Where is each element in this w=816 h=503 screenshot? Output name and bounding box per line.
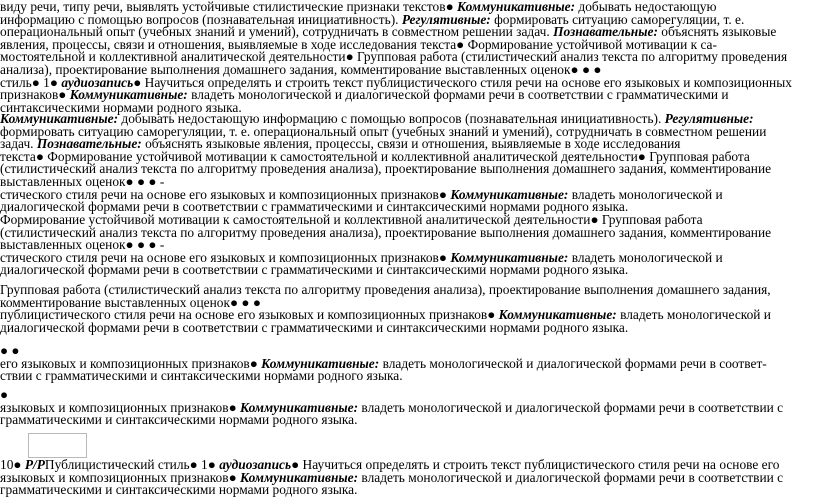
text-run: Групповая работа (стилистический анализ текста по алгоритму проведения анализа), проектирование выполнения домашнего задания, (0, 282, 771, 297)
text-run: признаков● (0, 87, 70, 103)
bold-label: Регулятивные: (401, 11, 491, 27)
text-run: владеть монологической и диалогической формами речи в соответствии с (358, 469, 784, 485)
text-run: диалогической формами речи в соответствии с грамматическими и синтаксическими нормами родного языка. (0, 262, 629, 278)
text-run: мостоятельной и коллективной аналитической деятельности● Групповая работа (стилистический анализ текста по алгоритму проведения (0, 49, 788, 65)
text-run: операциональный опыт (учебных знаний и умений), сотрудничать в совместном решении задач. (0, 24, 554, 40)
text-run: информацию с помощью вопросов (познавательная инициативность). (0, 11, 402, 27)
text-run: выставленных оценок● ● ● - (0, 173, 165, 189)
text-run: ● (0, 387, 9, 402)
paragraph-1 (0, 1, 812, 114)
text-run: добывать недостающую информацию с помощью вопросов (познавательная инициативность). (118, 111, 665, 126)
text-run: грамматическими и синтаксическими нормами родного языка. (0, 482, 358, 498)
text-run: явления, процессы, связи и отношения, выявляемые в ходе исследования текста● Формирование устойчивой мотивации к са- (0, 36, 717, 52)
paragraph-5 (0, 345, 812, 383)
bold-label: Коммуникативные: (450, 186, 569, 202)
bold-label: аудиозапись (61, 74, 134, 90)
text-run: его языковых и композиционных признаков● (0, 355, 262, 371)
text-run: ствии с грамматическими и синтаксическими нормами родного языка. (0, 368, 403, 384)
text-run: текста● Формирование устойчивой мотивации к самостоятельной и коллективной аналитической деятельности● Групповая работа (0, 148, 750, 164)
bold-label: Коммуникативные: (240, 399, 359, 415)
text-run: задач. (0, 136, 37, 152)
text-run: ● Научиться определять и строить текст публицистического стиля речи на основе его языковых и композиционных (133, 74, 792, 90)
bold-label: аудиозапись (219, 457, 292, 472)
text-run: публицистического стиля речи на основе его языковых и композиционных признаков● (0, 307, 499, 323)
bold-label: Познавательные: (36, 136, 142, 152)
text-run: владеть монологической и (568, 186, 723, 202)
bold-label: Коммуникативные: (498, 307, 617, 323)
text-run: комментирование выставленных оценок● ● ● (0, 294, 261, 310)
text-run: языковых и композиционных признаков● (0, 469, 241, 485)
text-run: владеть монологической и диалогической формами речи в соответствии с (358, 399, 784, 415)
paragraph-4 (0, 284, 812, 334)
text-run: владеть монологической и диалогической формами речи в соответствии с грамматическими и (187, 87, 729, 103)
text-run: объяснять языковые (657, 24, 777, 40)
text-run: виду речи, типу речи, выявлять устойчивые стилистические признаки текстов● (0, 0, 458, 14)
text-run: формировать ситуацию саморегуляции, т. е. операциональный опыт (учебных знаний и умений), сотрудничать в совместном решении (0, 123, 767, 139)
paragraph-6 (0, 389, 812, 427)
text-run: Публицистический стиль● 1● (44, 457, 220, 472)
paragraph-7 (0, 459, 812, 497)
bold-label: Коммуникативные: (261, 355, 380, 371)
text-run: синтаксическими нормами родного языка. (0, 99, 242, 115)
paragraph-3 (0, 214, 812, 277)
paragraph-2 (0, 113, 812, 214)
bold-label: Коммуникативные: (457, 0, 576, 14)
text-run: ● Научиться определять и строить текст публицистического стиля речи на основе его (291, 457, 780, 472)
bold-label: Коммуникативные: (0, 111, 119, 126)
text-run: стического стиля речи на основе его языковых и композиционных признаков● (0, 186, 451, 202)
bold-label: Р/Р (24, 457, 45, 472)
text-run: стического стиля речи на основе его языковых и композиционных признаков● (0, 249, 451, 265)
text-run: Формирование устойчивой мотивации к самостоятельной и коллективной аналитической деятельности● Групповая работа (0, 212, 703, 227)
text-run: стиль● 1● (0, 74, 62, 90)
bold-label: Регулятивные: (664, 111, 754, 126)
empty-table-cell (28, 433, 87, 458)
text-run: диалогической формами речи в соответствии с грамматическими и синтаксическими нормами родного языка. (0, 319, 629, 335)
text-run: (стилистический анализ текста по алгоритму проведения анализа), проектирование выполнения домашнего задания, комментирование (0, 161, 772, 177)
text-line (0, 414, 812, 427)
text-run: формировать ситуацию саморегуляции, т. е. (490, 11, 745, 27)
text-run: языковых и композиционных признаков● (0, 399, 241, 415)
text-line (0, 370, 812, 383)
text-line (0, 264, 812, 277)
text-line (0, 319, 812, 335)
text-run: грамматическими и синтаксическими нормами родного языка. (0, 412, 358, 428)
text-run: 10● (0, 457, 25, 472)
bold-label: Коммуникативные: (450, 249, 569, 265)
bold-label: Коммуникативные: (240, 469, 359, 485)
text-run: ● ● (0, 343, 20, 358)
text-run: (стилистический анализ текста по алгоритму проведения анализа), проектирование выполнения домашнего задания, комментирование (0, 224, 772, 240)
bold-label: Познавательные: (553, 24, 658, 40)
text-run: владеть монологической и диалогической формами речи в соответ- (379, 355, 767, 371)
text-run: владеть монологической и (616, 307, 771, 323)
text-run: анализа), проектирование выполнения домашнего задания, комментирование выставленных оценок● ● ● (0, 61, 602, 77)
text-run: диалогической формами речи в соответствии с грамматическими и синтаксическими нормами родного языка. (0, 199, 629, 215)
text-run: выставленных оценок● ● ● - (0, 237, 165, 253)
text-line (0, 484, 812, 497)
text-run: объяснять языковые явления, процессы, связи и отношения, выявляемые в ходе исследования (141, 136, 681, 152)
bold-label: Коммуникативные: (69, 87, 188, 103)
text-run: добывать недостающую (575, 0, 717, 14)
text-run: владеть монологической и (568, 249, 723, 265)
